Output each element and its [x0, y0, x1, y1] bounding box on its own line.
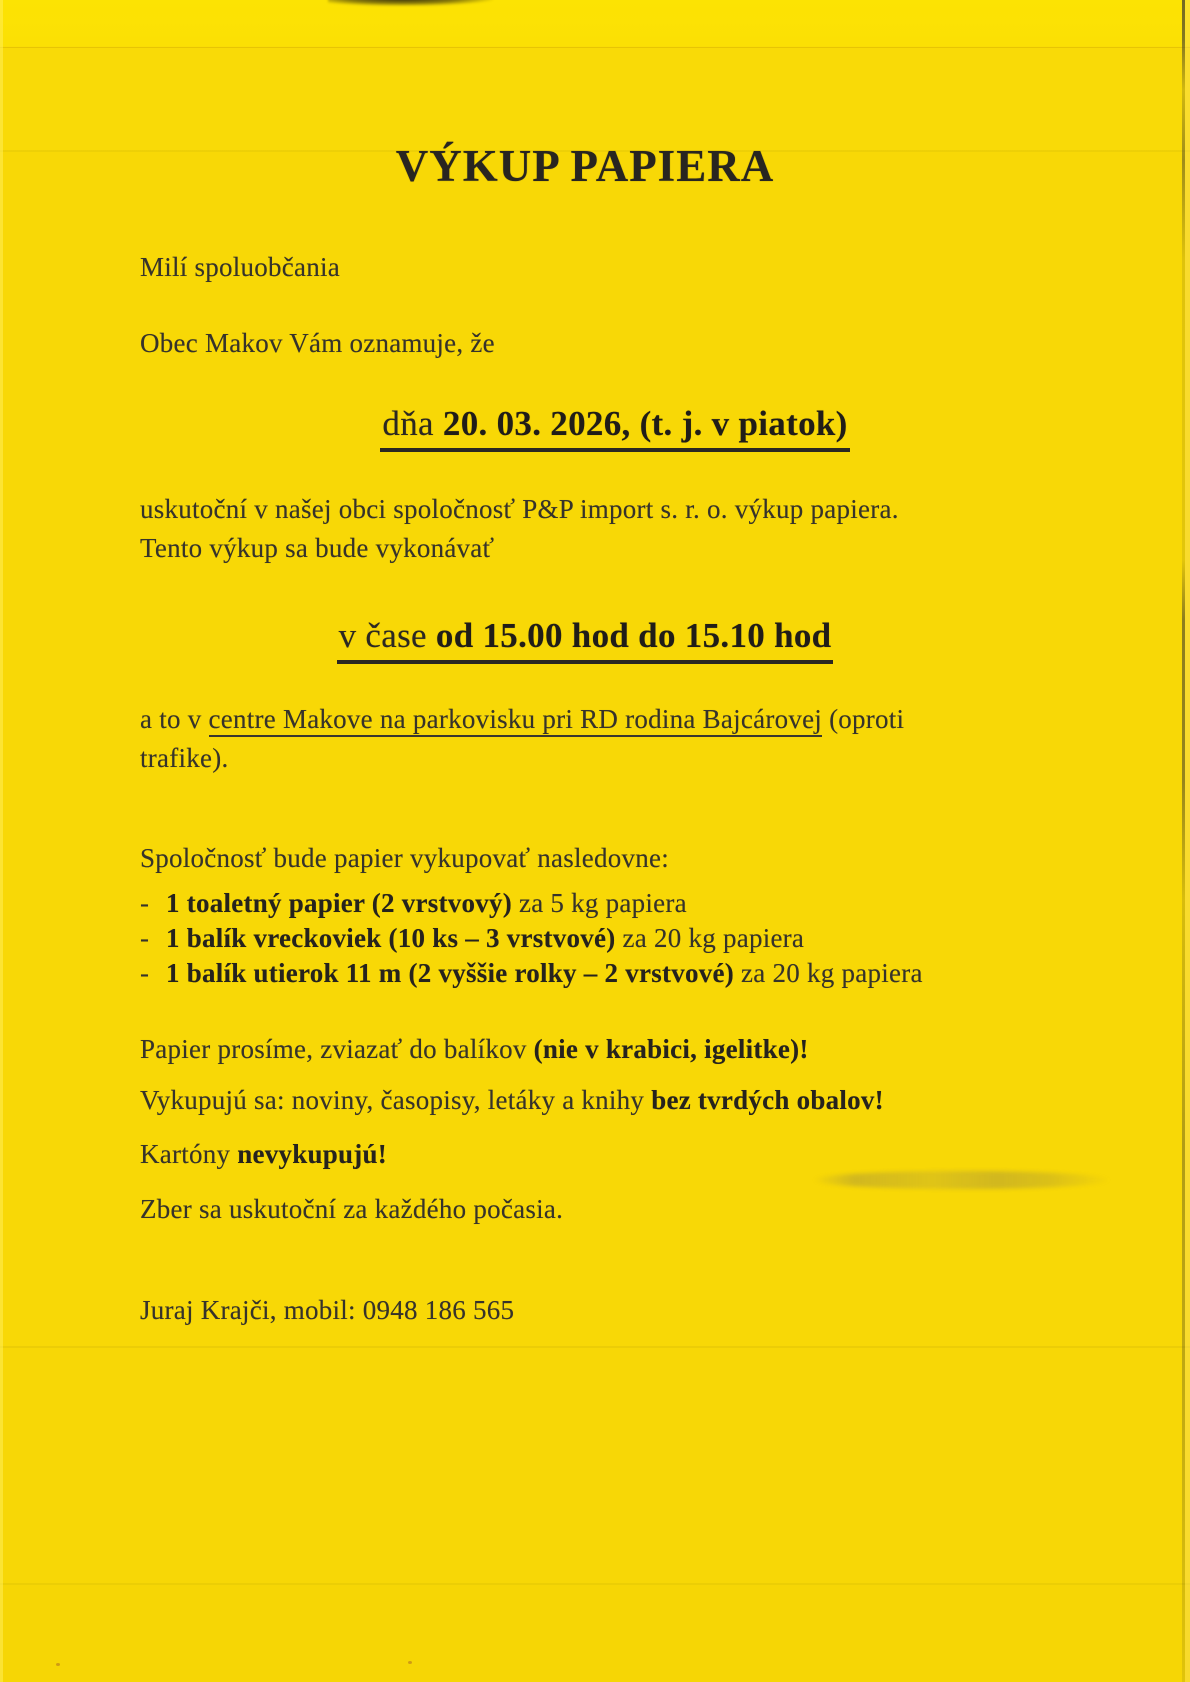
scan-smudge — [813, 1171, 1111, 1189]
location-paragraph-line1 — [140, 700, 904, 739]
note-packing-bold: (nie v krabici, igelitke)! — [533, 1034, 809, 1064]
list-bullet: - — [140, 958, 150, 988]
page-right-edge-line — [1182, 0, 1185, 1682]
list-item-rest: za 20 kg papiera — [734, 958, 923, 988]
scan-speck — [408, 1661, 412, 1664]
note-cartons-bold: nevykupujú! — [237, 1139, 388, 1169]
list-item-bold: 1 balík utierok 11 m (2 vyššie rolky – 2 vrstvové) — [166, 958, 735, 988]
note-packing-pre: Papier prosíme, zviazať do balíkov — [140, 1034, 534, 1064]
event-paragraph-line1: uskutoční v našej obci spoločnosť P&P import s. r. o. výkup papiera. — [140, 494, 899, 524]
list-item-text — [166, 921, 804, 956]
greeting-text: Milí spoluobčania — [140, 252, 340, 282]
scan-speck — [56, 1663, 60, 1666]
date-heading — [170, 404, 1060, 452]
list-item — [140, 886, 923, 921]
note-accepted-bold: bez tvrdých obalov! — [651, 1085, 884, 1115]
list-bullet: - — [140, 923, 150, 953]
list-intro-text: Spoločnosť bude papier vykupovať nasledovne: — [140, 843, 669, 873]
date-heading-prefix: dňa — [382, 404, 443, 443]
event-paragraph — [140, 490, 899, 568]
time-heading — [140, 616, 1030, 664]
list-item — [140, 956, 923, 991]
list-bullet: - — [140, 888, 150, 918]
event-paragraph-line2: Tento výkup sa bude vykonávať — [140, 533, 495, 563]
note-weather: Zber sa uskutoční za každého počasia. — [140, 1194, 564, 1224]
list-item-bold: 1 toaletný papier (2 vrstvový) — [166, 888, 512, 918]
note-packing — [140, 1034, 809, 1065]
list-item — [140, 921, 923, 956]
note-cartons-pre: Kartóny — [140, 1139, 238, 1169]
scan-top-edge-shadow — [328, 0, 493, 6]
location-line1-pre: a to v — [140, 704, 209, 734]
location-underlined-phrase: centre Makove na parkovisku pri RD rodina Bajcárovej — [209, 704, 823, 737]
note-accepted-items — [140, 1085, 884, 1116]
list-item-text — [166, 886, 687, 921]
price-list — [140, 886, 923, 991]
page-left-edge — [0, 0, 3, 1682]
location-paragraph — [140, 700, 904, 778]
note-cartons — [140, 1139, 387, 1170]
list-item-rest: za 5 kg papiera — [511, 888, 687, 918]
list-item-rest: za 20 kg papiera — [615, 923, 805, 953]
contact-line: Juraj Krajči, mobil: 0948 186 565 — [140, 1295, 515, 1325]
scan-band-line — [0, 47, 1190, 48]
list-item-text — [166, 956, 923, 991]
time-heading-bold: od 15.00 hod do 15.10 hod — [435, 616, 832, 655]
page-right-edge — [1185, 0, 1190, 1682]
time-heading-prefix: v čase — [338, 616, 436, 655]
location-paragraph-line2: trafike). — [140, 743, 229, 773]
date-heading-bold: 20. 03. 2026, (t. j. v piatok) — [442, 404, 848, 443]
flyer-title: VÝKUP PAPIERA — [395, 141, 775, 191]
location-line1-post: (oproti — [822, 704, 905, 734]
scan-band-line — [0, 1346, 1190, 1348]
scan-band-line — [0, 1583, 1190, 1585]
list-item-bold: 1 balík vreckoviek (10 ks – 3 vrstvové) — [166, 923, 616, 953]
note-accepted-pre: Vykupujú sa: noviny, časopisy, letáky a knihy — [140, 1085, 652, 1115]
announcement-text: Obec Makov Vám oznamuje, že — [140, 328, 495, 358]
